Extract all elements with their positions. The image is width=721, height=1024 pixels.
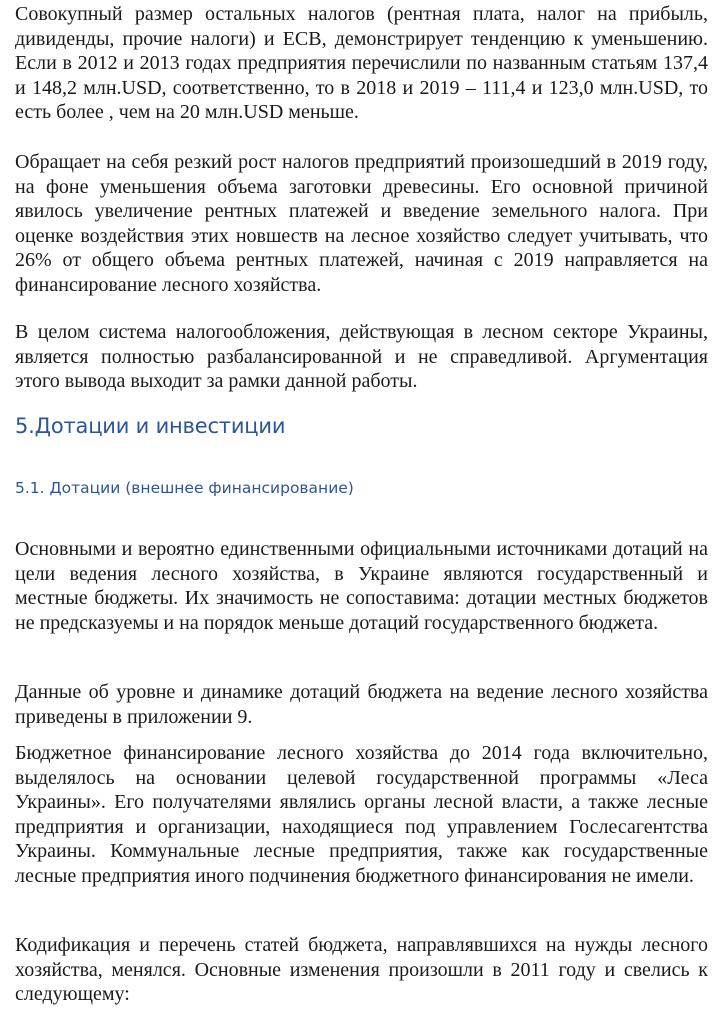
subsection-heading: 5.1. Дотации (внешнее финансирование) xyxy=(15,479,354,497)
paragraph-budget-financing: Бюджетное финансирование лесного хозяйства до 2014 года включительно, выделялось на основании целевой государственной программы «Леса Украины». Его получателями являлись органы лесной власти, а также лесные предприятия и организации, находящиеся под управлением Гослесагентства Украины. Коммунальные лесные предприятия, также как государственные лесные предприятия иного подчинения бюджетного финансирования не имели. xyxy=(15,742,708,887)
paragraph-appendix-reference: Данные об уровне и динамике дотаций бюджета на ведение лесного хозяйства приведены в приложении 9. xyxy=(15,681,708,728)
paragraph-subsidy-sources: Основными и вероятно единственными официальными источниками дотаций на цели ведения лесного хозяйства, в Украине являются государственный и местные бюджеты. Их значимость не сопоставима: дотации местных бюджетов не предсказуемы и на порядок меньше дотаций государственного бюджета. xyxy=(15,538,708,634)
paragraph-budget-codification: Кодификация и перечень статей бюджета, направлявшихся на нужды лесного хозяйства, менялся. Основные изменения произошли в 2011 году и свелись к следующему: xyxy=(15,934,708,1005)
paragraph-other-taxes: Совокупный размер остальных налогов (рентная плата, налог на прибыль, дивиденды, прочие налоги) и ЕСВ, демонстрирует тенденцию к уменьшению. Если в 2012 и 2013 годах предприятия перечислили по названным статьям 137,4 и 148,2 млн.USD, соответственно, то в 2018 и 2019 – 111,4 и 123,0 млн.USD, то есть более , чем на 20 млн.USD меньше. xyxy=(15,3,708,123)
paragraph-tax-growth-2019: Обращает на себя резкий рост налогов предприятий произошедший в 2019 году, на фоне уменьшения объема заготовки древесины. Его основной причиной явилось увеличение рентных платежей и введение земельного налога. При оценке воздействия этих новшеств на лесное хозяйство следует учитывать, что 26% от общего объема рентных платежей, начиная с 2019 направляется на финансирование лесного хозяйства. xyxy=(15,151,708,296)
paragraph-tax-system-conclusion: В целом система налогообложения, действующая в лесном секторе Украины, является полностью разбалансированной и не справедливой. Аргументация этого вывода выходит за рамки данной работы. xyxy=(15,321,708,392)
section-heading: 5.Дотации и инвестиции xyxy=(15,414,286,438)
